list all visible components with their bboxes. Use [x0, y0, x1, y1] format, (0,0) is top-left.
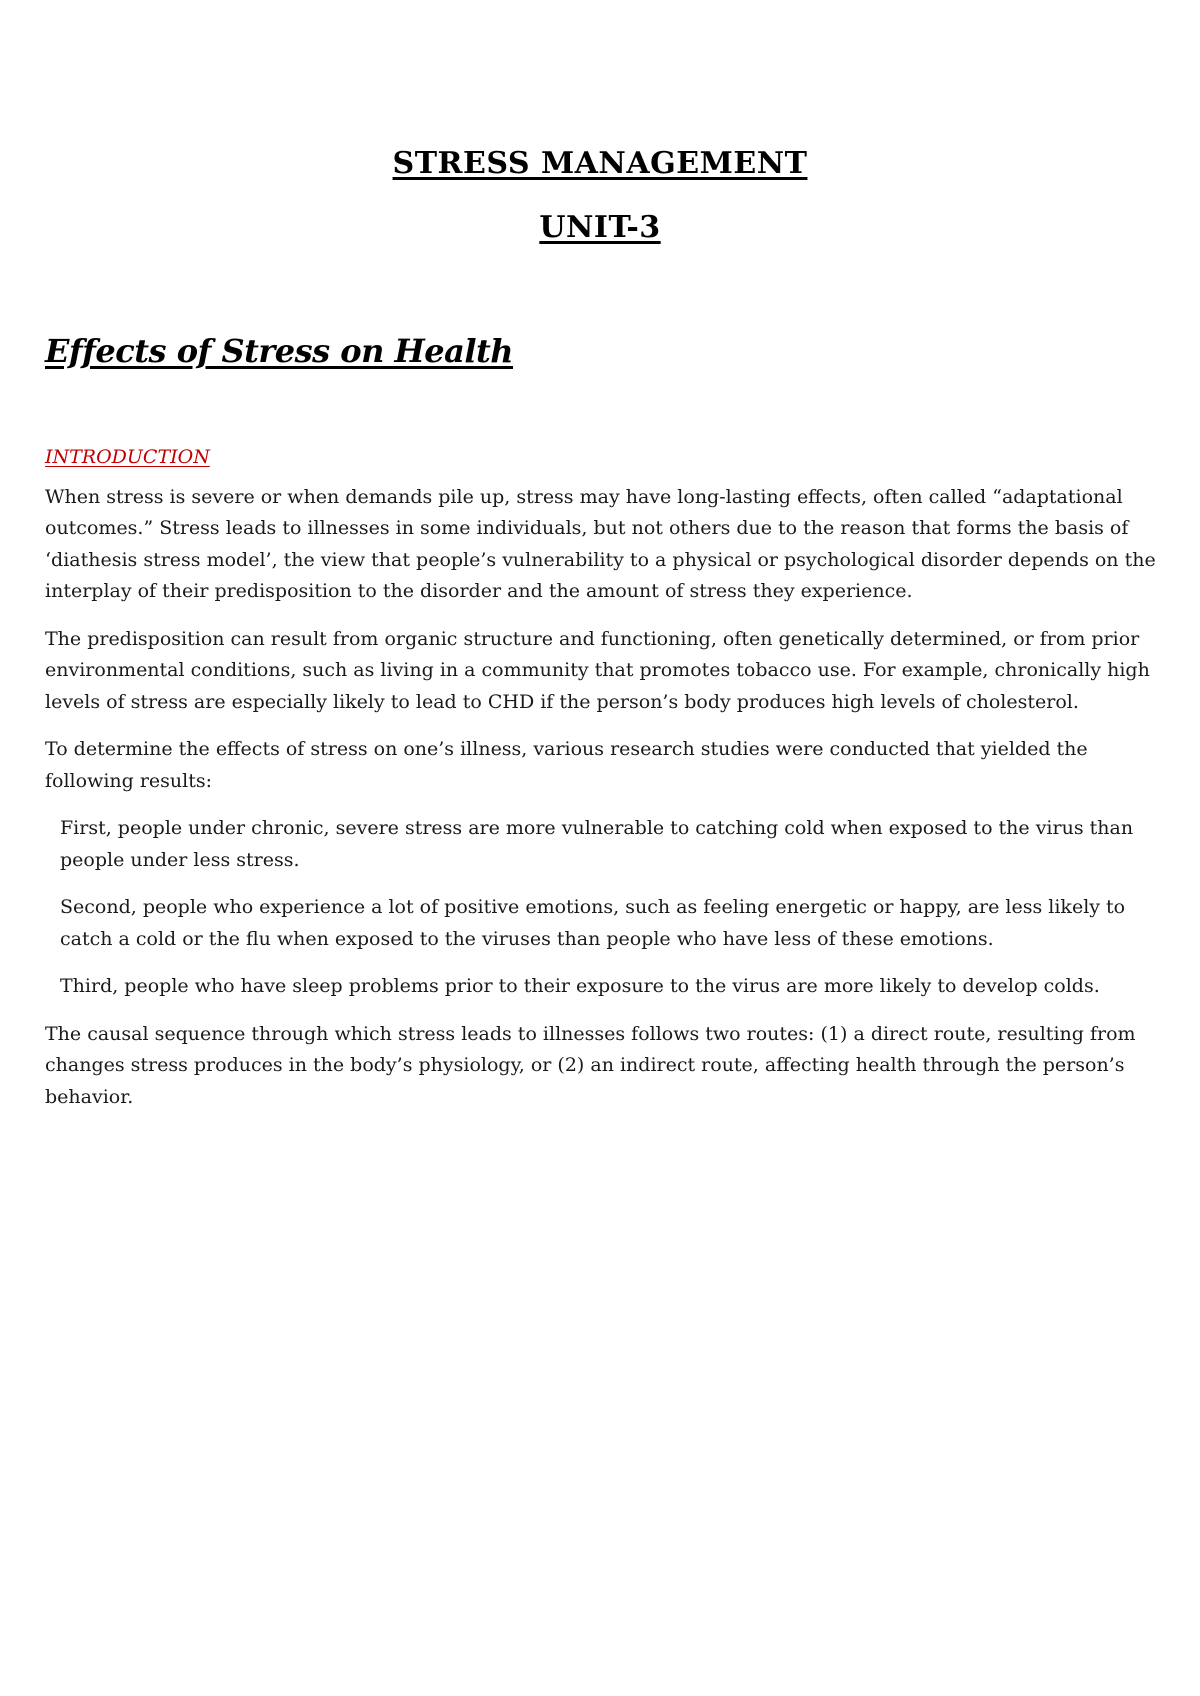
result-item-second: Second, people who experience a lot of positive emotions, such as feeling energetic or happy, are less likely to catch a cold or the flu when exposed to the viruses than people who have less of these emotions. — [60, 896, 1126, 950]
result-item-first: First, people under chronic, severe stress are more vulnerable to catching cold when exposed to the virus than people under less stress. — [60, 817, 1134, 871]
paragraph-diathesis: When stress is severe or when demands pile up, stress may have long-lasting effects, often called “adaptational outcomes.” Stress leads to illnesses in some individuals, but not others due to the reason that forms the basis of ‘diathesis stress model’, the view that people’s vulnerability to a physical or psychological disorder depends on the interplay of their predisposition to the disorder and the amount of stress they experience. — [45, 485, 1156, 602]
paragraph-predisposition: The predisposition can result from organic structure and functioning, often genetically determined, or from prior environmental conditions, such as living in a community that promotes tobacco use. For example, chronically high levels of stress are especially likely to lead to CHD if the person’s body produces high levels of cholesterol. — [45, 627, 1150, 713]
document-title: STRESS MANAGEMENT — [392, 146, 808, 181]
section-heading: Effects of Stress on Health — [45, 332, 514, 370]
unit-title: UNIT-3 — [539, 210, 661, 245]
result-item-third: Third, people who have sleep problems prior to their exposure to the virus are more likely to develop colds. — [60, 975, 1100, 997]
results-list — [45, 813, 1170, 1003]
document-body — [45, 442, 1170, 1129]
paragraph-research: To determine the effects of stress on one’s illness, various research studies were conducted that yielded the following results: — [45, 738, 1088, 792]
paragraph-causal-sequence: The causal sequence through which stress leads to illnesses follows two routes: (1) a direct route, resulting from changes stress produces in the body’s physiology, or (2) an indirect route, affecting health through the person’s behavior. — [45, 1022, 1136, 1108]
introduction-label: INTRODUCTION — [45, 446, 210, 468]
